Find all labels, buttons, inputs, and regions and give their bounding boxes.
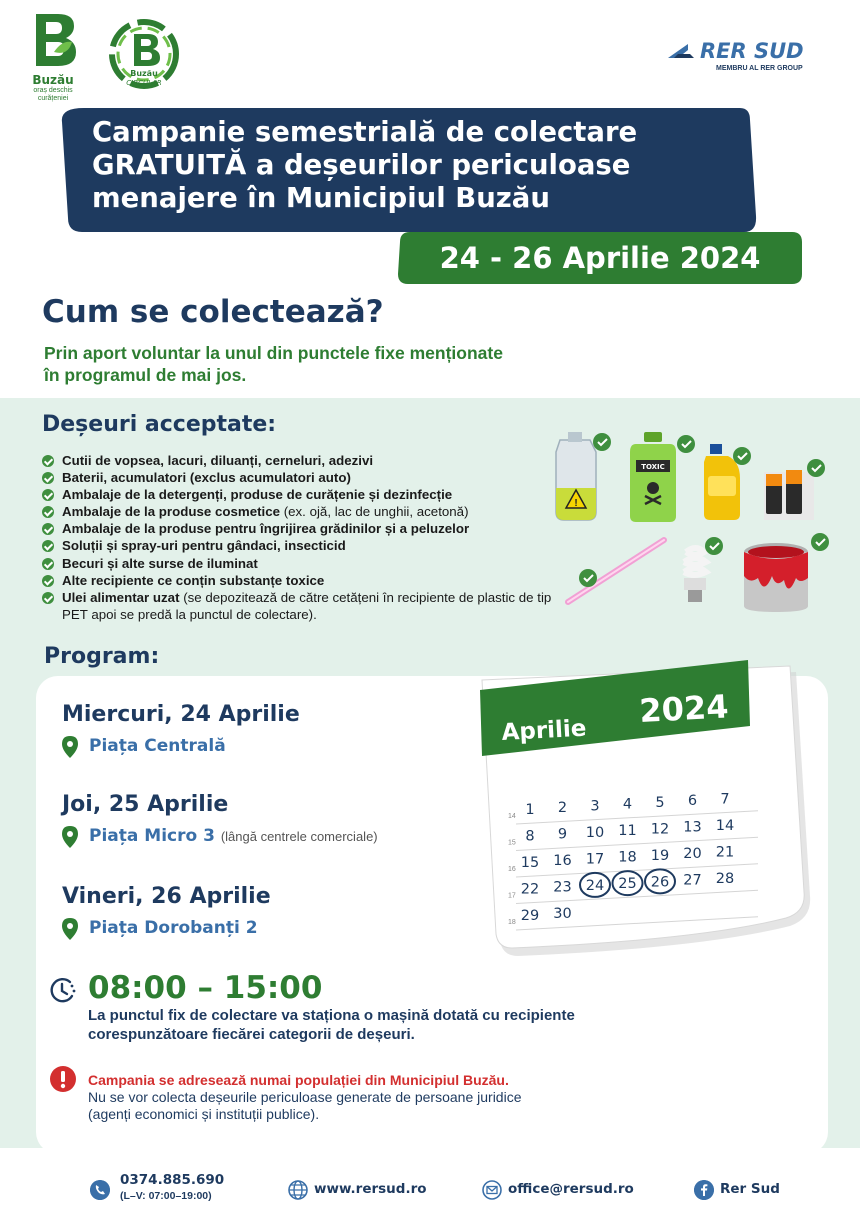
rersud-name: RER SUD <box>700 39 804 63</box>
how-description <box>44 342 664 386</box>
logo2-sub: CIRCULAR <box>126 79 162 87</box>
list-item: Baterii, acumulatori (exclus acumulatori auto) <box>42 469 562 486</box>
email-icon <box>482 1180 502 1200</box>
check-badge-icon <box>705 537 723 555</box>
check-badge-icon <box>593 433 611 451</box>
hours-desc-line: corespunzătoare fiecărei categorii de deșeuri. <box>88 1026 415 1043</box>
logo1-caption: Buzău <box>32 73 74 87</box>
check-icon <box>42 540 54 552</box>
list-item: Soluții și spray-uri pentru gândaci, insecticid <box>42 537 562 554</box>
day-title: Miercuri, 24 Aprilie <box>62 702 300 727</box>
check-badge-icon <box>807 459 825 477</box>
jerrycan-icon <box>556 432 596 520</box>
list-item: Cutii de vopsea, lacuri, diluanți, cerneluri, adezivi <box>42 452 562 469</box>
calendar-day: 7 <box>720 791 730 808</box>
list-item: Ulei alimentar uzat (se depozitează de către cetățeni în recipiente de plastic de tip PET apoi se predă la punctul de colectare). <box>42 589 562 623</box>
check-badge-icon <box>811 533 829 551</box>
calendar-day: 21 <box>715 844 735 861</box>
svg-text:!: ! <box>574 498 578 509</box>
check-icon <box>42 472 54 484</box>
location-place: Piața Micro 3 <box>89 826 215 846</box>
check-icon <box>42 558 54 570</box>
phone-icon <box>90 1180 110 1200</box>
check-icon <box>42 455 54 467</box>
calendar-day: 22 <box>520 881 540 898</box>
calendar-day: 17 <box>585 851 605 868</box>
logo1-sub2: curățeniei <box>37 95 69 102</box>
collection-hours: 08:00 – 15:00 <box>88 970 323 1006</box>
footer-website[interactable]: www.rersud.ro <box>314 1181 427 1197</box>
rersud-mark-icon <box>668 36 828 76</box>
list-item: Ambalaje de la detergenți, produse de curățenie și dezinfecție <box>42 486 562 503</box>
hours-description <box>88 1006 728 1044</box>
calendar-day: 2 <box>557 800 568 817</box>
location-pin-icon <box>62 826 78 848</box>
calendar-day: 5 <box>655 794 665 811</box>
check-badge-icon <box>733 447 751 465</box>
warning-title: Campania se adresează numai populației din Municipiul Buzău. <box>88 1072 509 1088</box>
calendar-week-number: 14 <box>508 813 516 820</box>
hours-desc-line: La punctul fix de colectare va staționa o mașină dotată cu recipiente <box>88 1007 575 1024</box>
footer-phone-hours: (L–V: 07:00–19:00) <box>120 1190 212 1202</box>
calendar-day: 9 <box>557 826 568 843</box>
calendar-year: 2024 <box>638 687 730 730</box>
calendar-day: 4 <box>622 796 633 813</box>
calendar-day: 1 <box>525 802 535 818</box>
calendar-week-number: 16 <box>508 866 516 873</box>
check-icon <box>42 506 54 518</box>
calendar-illustration <box>472 656 816 956</box>
calendar-day: 27 <box>683 872 702 889</box>
warning-description <box>88 1089 648 1123</box>
calendar-day: 19 <box>650 847 670 864</box>
buzau-circular-logo <box>104 14 184 94</box>
battery-icon <box>764 470 814 520</box>
list-item: Ambalaje de la produse cosmetice (ex. ojă, lac de unghii, acetonă) <box>42 503 562 520</box>
location-name <box>89 826 378 846</box>
check-icon <box>42 489 54 501</box>
location-name: Piața Centrală <box>89 736 226 756</box>
calendar-day: 6 <box>687 793 698 810</box>
how-title: Cum se colectează? <box>42 294 384 330</box>
banner-title <box>92 116 732 215</box>
check-badge-icon <box>677 435 695 453</box>
footer-facebook[interactable]: Rer Sud <box>720 1181 780 1197</box>
logo2-caption: Buzău <box>130 69 158 78</box>
paint-bucket-icon <box>744 543 808 612</box>
calendar-day: 25 <box>618 876 637 893</box>
campaign-dates: 24 - 26 Aprilie 2024 <box>439 241 761 275</box>
toxic-bottle-icon <box>630 432 676 522</box>
list-item: Ambalaje de la produse pentru îngrijirea grădinilor și a peluzelor <box>42 520 562 537</box>
check-badge-icon <box>579 569 597 587</box>
how-desc-line: în programul de mai jos. <box>44 365 247 385</box>
program-title: Program: <box>44 644 160 669</box>
how-desc-line: Prin aport voluntar la unul din punctele fixe menționate <box>44 343 503 363</box>
calendar-day: 28 <box>715 870 735 887</box>
check-icon <box>42 592 54 604</box>
calendar-week-number: 17 <box>508 892 516 900</box>
footer-phone[interactable]: 0374.885.690 <box>120 1172 225 1188</box>
buzau-logo <box>28 12 78 102</box>
calendar-day: 14 <box>715 817 735 834</box>
warning-desc-line: (agenți economici și instituții publice). <box>88 1106 320 1122</box>
waste-illustrations <box>552 428 852 628</box>
calendar-day: 11 <box>618 823 637 840</box>
banner-title-line: menajere în Municipiul Buzău <box>92 182 550 214</box>
waste-title: Deșeuri acceptate: <box>42 412 277 437</box>
calendar-day: 15 <box>520 855 540 871</box>
rersud-sub: MEMBRU AL RER GROUP <box>716 65 803 72</box>
check-icon <box>42 575 54 587</box>
location-pin-icon <box>62 918 78 940</box>
calendar-day: 10 <box>585 824 605 841</box>
calendar-day: 20 <box>683 846 702 863</box>
calendar-day: 24 <box>585 877 605 894</box>
buzau-b-icon <box>28 12 78 68</box>
calendar-month: Aprilie <box>500 715 588 746</box>
calendar-day: 13 <box>683 819 702 836</box>
calendar-day: 16 <box>553 853 572 870</box>
light-bulb-icon <box>684 548 706 602</box>
warning-icon <box>50 1066 76 1092</box>
calendar-day: 30 <box>553 906 572 923</box>
check-icon <box>42 523 54 535</box>
calendar-day: 23 <box>553 879 572 896</box>
day-title: Vineri, 26 Aprilie <box>62 884 271 909</box>
location-pin-icon <box>62 736 78 758</box>
banner-title-line: Campanie semestrială de colectare <box>92 116 638 148</box>
calendar-week-number: 15 <box>508 839 516 847</box>
calendar-day: 12 <box>650 821 670 838</box>
facebook-icon <box>694 1180 714 1200</box>
calendar-day: 3 <box>590 798 600 815</box>
list-item: Alte recipiente ce conțin substanțe toxice <box>42 572 562 589</box>
globe-icon <box>288 1180 308 1200</box>
clock-icon <box>48 976 78 1004</box>
calendar-day: 29 <box>520 908 540 924</box>
calendar-day: 8 <box>525 828 535 845</box>
waste-list <box>42 452 562 623</box>
rersud-logo <box>668 36 828 76</box>
calendar-day: 26 <box>650 874 670 891</box>
toxic-label: TOXIC <box>641 463 665 471</box>
day-title: Joi, 25 Aprilie <box>62 792 229 817</box>
calendar-week-number: 18 <box>508 919 516 926</box>
footer-email[interactable]: office@rersud.ro <box>508 1181 634 1197</box>
location-name: Piața Dorobanți 2 <box>89 918 258 938</box>
list-item: Becuri și alte surse de iluminat <box>42 555 562 572</box>
logo1-sub: oraș deschis <box>33 87 73 94</box>
location-note: (lângă centrele comerciale) <box>220 829 378 844</box>
circular-arrows-icon <box>104 14 184 94</box>
banner-title-line: GRATUITĂ a deșeurilor periculoase <box>92 149 631 181</box>
calendar-day: 18 <box>618 849 637 866</box>
warning-desc-line: Nu se vor colecta deșeurile periculoase generate de persoane juridice <box>88 1089 522 1105</box>
